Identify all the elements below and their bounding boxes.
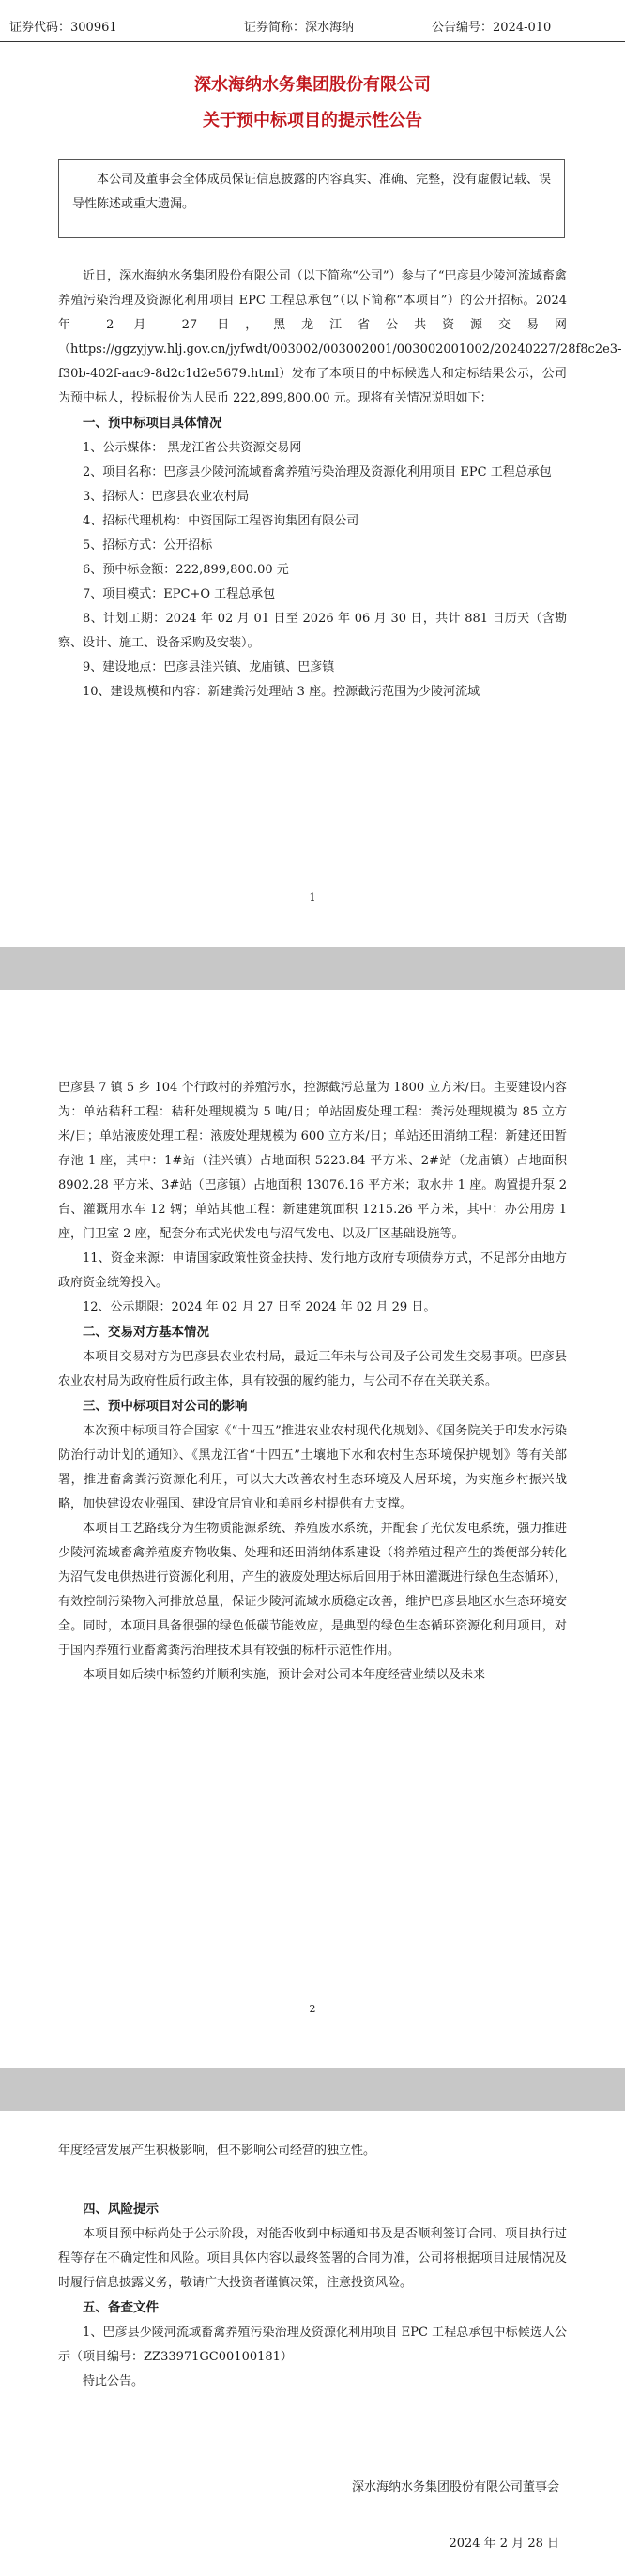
section4-heading: 四、风险提示: [83, 2202, 159, 2217]
item-7: 7、项目模式：EPC+O 工程总承包: [83, 587, 276, 601]
section5-item: 1、巴彦县少陵河流域畜禽养殖污染治理及资源化利用项目 EPC 工程总承包中标候选人公示（项目编号：ZZ33971GC00100181）: [58, 2326, 567, 2364]
item-8: 8、计划工期：2024 年 02 月 01 日至 2026 年 06 月 30 日，共计 881 日历天（含勘察、设计、施工、设备采购及安装）。: [58, 612, 567, 650]
item-3: 3、招标人：巴彦县农业农村局: [83, 490, 250, 504]
item-10-continued: 巴彦县 7 镇 5 乡 104 个行政村的养殖污水，控源截污总量为 1800 立方米/日。主要建设内容为：单站秸秆工程：秸秆处理规模为 5 吨/日；单站固废处理工程：粪污处理规模为 85 立方米/日；单站液废处理工程：液废处理规模为 600 立方米/日；单站还田消纳工程：新建还田暂存池 1 座，其中：1#站（洼兴镇）占地面积 5223.84 平方米、2#站（龙庙镇）占地面积 8902.28 平方米、3#站（巴彦镇）占地面积 13076.16 平方米；取水井 1 座。购置提升泵 2 台、灌溉用水车 12 辆；单站其他工程：新建建筑面积 1215.26 平方米，其中：办公用房 1 座，门卫室 2 座，配套分布式光伏发电与沼气发电、以及厂区基础设施等。: [58, 1081, 567, 1241]
page3-body: [58, 2139, 567, 2394]
intro-paragraph: 近日，深水海纳水务集团股份有限公司（以下简称“公司”）参与了“巴彦县少陵河流域畜禽养殖污染治理及资源化利用项目 EPC 工程总承包”（以下简称“本项目”）的公开招标。2024 年 2 月 27 日，黑龙江省公共资源交易网（https://ggzyjyw.hlj.gov.cn/jyfwdt/003002/003002001/003002001002/20240227/28f8c2e3-f30b-402f-aac9-8d2c1d2e5679.html）发布了本项目的中标候选人和定标结果公示，公司为预中标人，投标报价为人民币 222,899,800.00 元。现将有关情况说明如下：: [58, 269, 622, 405]
company-title: 深水海纳水务集团股份有限公司: [194, 75, 431, 95]
item-2: 2、项目名称：巴彦县少陵河流域畜禽养殖污染治理及资源化利用项目 EPC 工程总承包: [83, 465, 552, 479]
stock-code: 证券代码：300961: [9, 21, 117, 35]
section3-para2: 本项目工艺路线分为生物质能源系统、养殖废水系统，并配套了光伏发电系统，强力推进少陵河流域畜禽养殖废弃物收集、处理和还田消纳体系建设（将养殖过程产生的粪便部分转化为沼气发电供热进行资源化利用，产生的液废处理达标后回用于林田灌溉进行绿色生态循环），有效控制污染物入河排放总量，保证少陵河流域水质稳定改善，维护巴彦县地区水生态环境安全。同时，本项目具备很强的绿色低碳节能效应，是典型的绿色生态循环资源化利用项目，对于国内养殖行业畜禽粪污治理技术具有较强的标杆示范性作用。: [58, 1522, 567, 1658]
notice-title: 关于预中标项目的提示性公告: [203, 111, 422, 130]
section4-text: 本项目预中标尚处于公示阶段，对能否收到中标通知书及是否顺利签订合同、项目执行过程等存在不确定性和风险。项目具体内容以最终签署的合同为准，公司将根据项目进展情况及时履行信息披露义务，敬请广大投资者谨慎决策，注意投资风险。: [58, 2227, 567, 2290]
section3-para1: 本次预中标项目符合国家《“十四五”推进农业农村现代化规划》、《国务院关于印发水污染防治行动计划的通知》、《黑龙江省“十四五”土壤地下水和农村生态环境保护规划》等有关部署，推进畜禽粪污资源化利用，可以大大改善农村生态环境及人居环境，为实施乡村振兴战略，加快建设农业强国、建设宜居宜业和美丽乡村提供有力支撑。: [58, 1424, 567, 1511]
item-4: 4、招标代理机构：中资国际工程咨询集团有限公司: [83, 514, 359, 528]
item-9: 9、建设地点：巴彦县洼兴镇、龙庙镇、巴彦镇: [83, 660, 335, 674]
page2-body: [58, 1076, 567, 1688]
page-3: [0, 2111, 625, 2576]
item-1: 1、公示媒体： 黑龙江省公共资源交易网: [83, 441, 302, 455]
section3-para3-start: 本项目如后续中标签约并顺利实施，预计会对公司本年度经营业绩以及未来: [83, 1668, 486, 1682]
page-1: [0, 0, 625, 947]
board-statement: 本公司及董事会全体成员保证信息披露的内容真实、准确、完整，没有虚假记载、误导性陈述或重大遗漏。: [72, 173, 551, 211]
page-2: [0, 990, 625, 2068]
section5-heading: 五、备查文件: [83, 2300, 159, 2315]
item-12: 12、公示期限：2024 年 02 月 27 日至 2024 年 02 月 29 日。: [83, 1300, 436, 1314]
board-statement-box: [58, 159, 565, 238]
item-5: 5、招标方式：公开招标: [83, 538, 213, 553]
section2-heading: 二、交易对方基本情况: [83, 1325, 209, 1340]
section3-para3-end: 年度经营发展产生积极影响，但不影响公司经营的独立性。: [58, 2144, 376, 2158]
page-number-2: 2: [309, 2003, 316, 2015]
page-gap: [0, 947, 625, 990]
page-gap: [0, 2068, 625, 2111]
page-number-1: 1: [309, 891, 316, 903]
notice-number: 公告编号：2024-010: [432, 21, 552, 35]
item-10-start: 10、建设规模和内容：新建粪污处理站 3 座。控源截污范围为少陵河流域: [83, 685, 480, 699]
closing-text: 特此公告。: [83, 2374, 145, 2388]
page1-body: [58, 265, 622, 705]
section1-heading: 一、预中标项目具体情况: [83, 416, 222, 431]
signature-org: 深水海纳水务集团股份有限公司董事会: [351, 2480, 559, 2494]
item-6: 6、预中标金额：222,899,800.00 元: [83, 563, 289, 577]
section2-text: 本项目交易对方为巴彦县农业农村局，最近三年未与公司及子公司发生交易事项。巴彦县农业农村局为政府性质行政主体，具有较强的履约能力，与公司不存在关联关系。: [58, 1350, 567, 1388]
item-11: 11、资金来源：申请国家政策性资金扶持、发行地方政府专项债券方式，不足部分由地方政府资金统筹投入。: [58, 1251, 567, 1290]
section3-heading: 三、预中标项目对公司的影响: [83, 1399, 248, 1414]
stock-abbr: 证券简称：深水海纳: [244, 21, 355, 35]
header-rule: [0, 41, 625, 42]
signature-date: 2024 年 2 月 28 日: [449, 2537, 559, 2551]
